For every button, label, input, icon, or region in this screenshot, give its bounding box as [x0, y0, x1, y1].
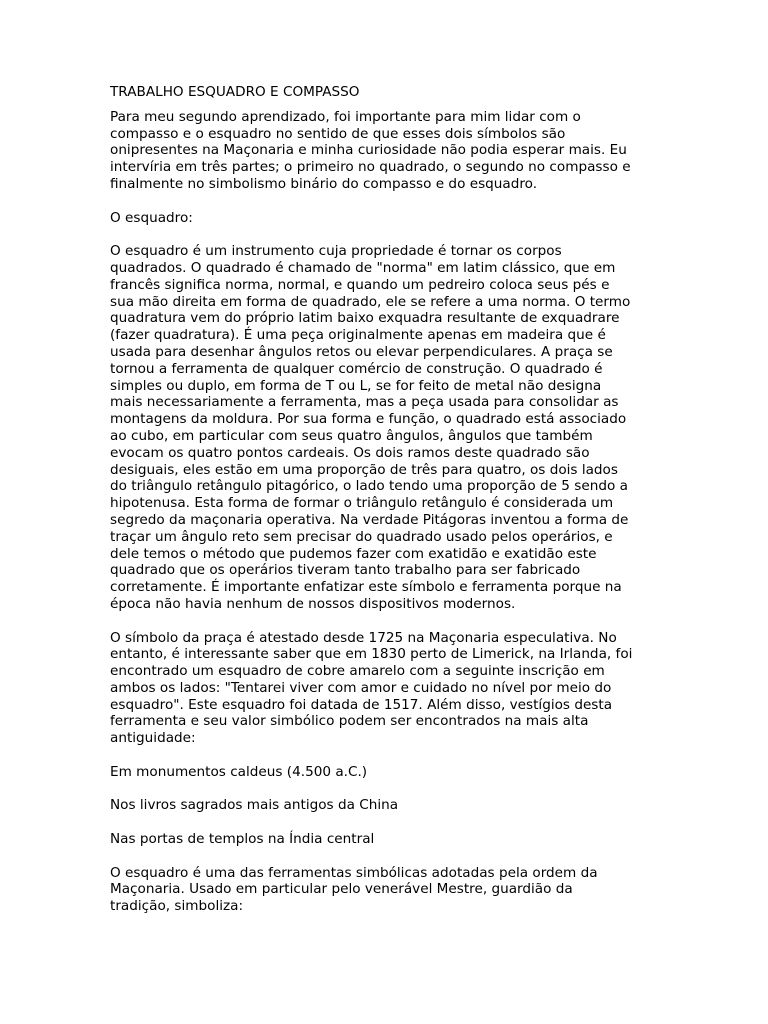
- paragraph-intro: Para meu segundo aprendizado, foi importante para mim lidar com o compasso e o esquadro no sentido de que esses dois símbolos são onipresentes na Maçonaria e minha curiosidade não podia esperar mais. Eu intervíria em três partes; o primeiro no quadrado, o segundo no compasso e finalmente no simbolismo binário do compasso e do esquadro.: [110, 108, 631, 192]
- paragraph-symbolizes: O esquadro é uma das ferramentas simbólicas adotadas pela ordem da Maçonaria. Usado em particular pelo venerável Mestre, guardião da tradição, simboliza:: [110, 864, 598, 915]
- section-heading-esquadro: O esquadro:: [110, 209, 193, 226]
- list-item-chaldean: Em monumentos caldeus (4.500 a.C.): [110, 763, 368, 780]
- list-item-china: Nos livros sagrados mais antigos da China: [110, 797, 399, 814]
- paragraph-esquadro-definition: O esquadro é um instrumento cuja propriedade é tornar os corpos quadrados. O quadrado é chamado de "norma" em latim clássico, que em francês significa norma, normal, e quando um pedreiro coloca seus pés e sua mão direita em forma de quadrado, ele se refere a uma norma. O termo quadratura vem do próprio latim baixo exquadra resultante de exquadrare (fazer quadratura). É uma peça originalmente apenas em madeira que é usada para desenhar ângulos retos ou elevar perpendiculares. A praça se tornou a ferramenta de qualquer comércio de construção. O quadrado é simples ou duplo, em forma de T ou L, se for feito de metal não designa mais necessariamente a ferramenta, mas a peça usada para consolidar as montagens da moldura. Por sua forma e função, o quadrado está associado ao cubo, em particular com seus quatro ângulos, ângulos que também evocam os quatro pontos cardeais. Os dois ramos deste quadrado são desiguais, eles estão em uma proporção de três para quatro, os dois lados do triângulo retângulo pitagórico, o lado tendo uma proporção de 5 sendo a hipotenusa. Esta forma de formar o triângulo retângulo é considerada um segredo da maçonaria operativa. Na verdade Pitágoras inventou a forma de traçar um ângulo reto sem precisar do quadrado usado pelos operários, e dele temos o método que pudemos fazer com exatidão e exatidão este quadrado que os operários tiveram tanto trabalho para ser fabricado corretamente. É importante enfatizar este símbolo e ferramenta porque na época não havia nenhum de nossos dispositivos modernos.: [110, 243, 631, 612]
- list-item-india: Nas portas de templos na Índia central: [110, 831, 375, 848]
- paragraph-symbol-history: O símbolo da praça é atestado desde 1725 na Maçonaria especulativa. No entanto, é interessante saber que em 1830 perto de Limerick, na Irlanda, foi encontrado um esquadro de cobre amarelo com a seguinte inscrição em ambos os lados: "Tentarei viver com amor e cuidado no nível por meio do esquadro". Este esquadro foi datada de 1517. Além disso, vestígios desta ferramenta e seu valor simbólico podem ser encontrados na mais alta antiguidade:: [110, 629, 633, 747]
- document-page: [110, 84, 658, 932]
- document-title: TRABALHO ESQUADRO E COMPASSO: [110, 84, 360, 100]
